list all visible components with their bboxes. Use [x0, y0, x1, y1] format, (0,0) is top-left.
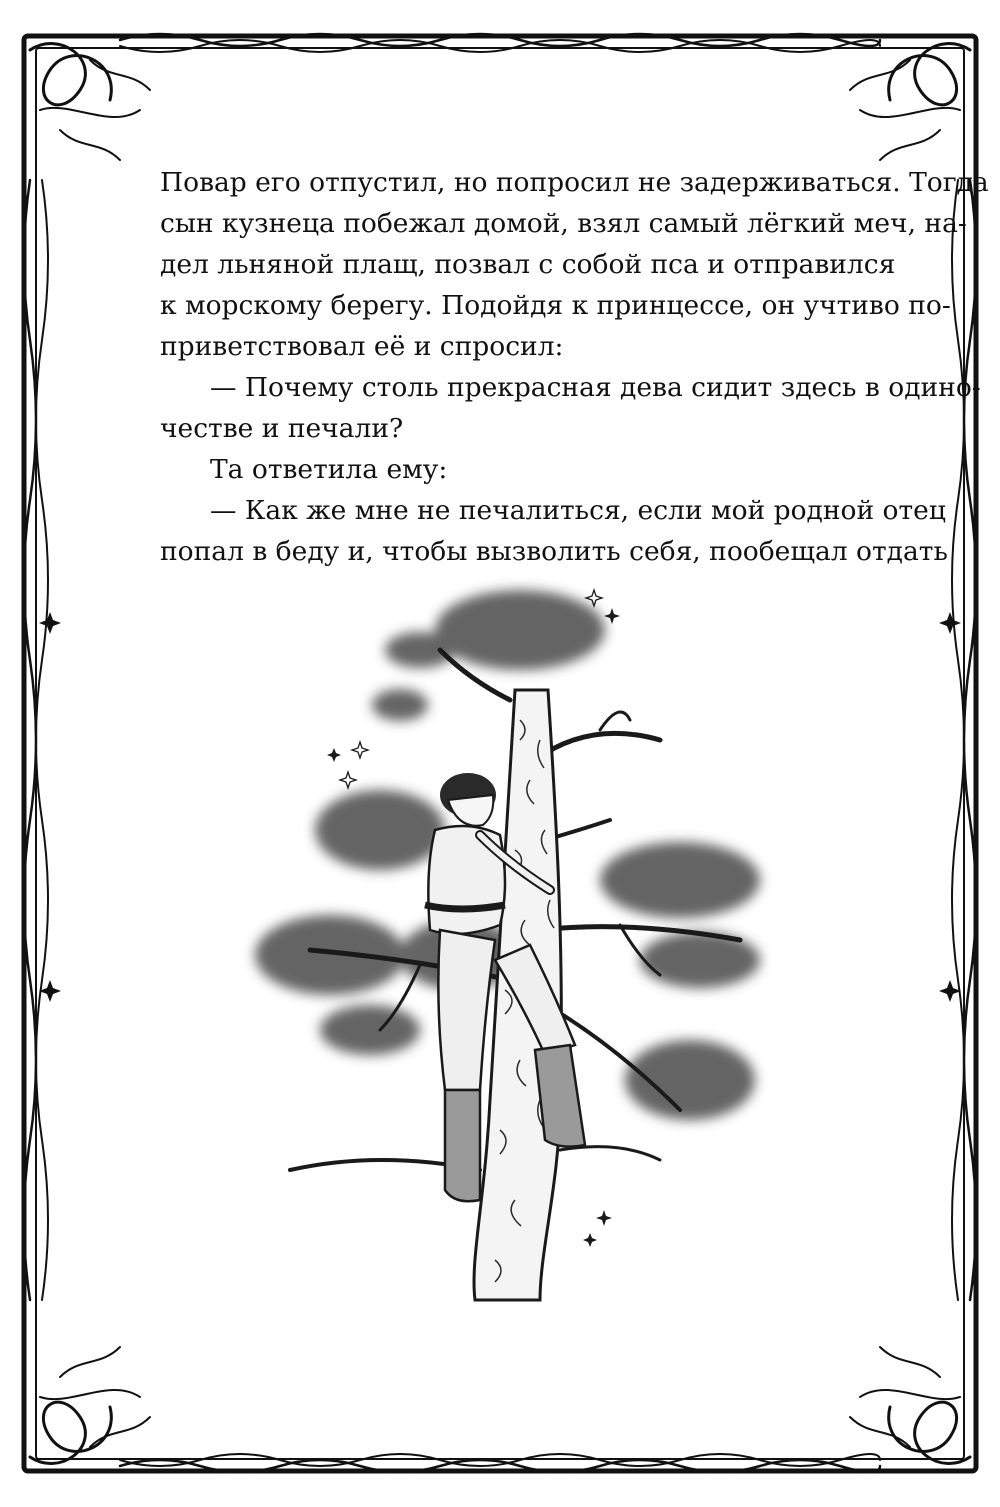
text-line: честве и печали? [160, 413, 404, 444]
text-line: сын кузнеца побежал домой, взял самый лёгкий меч, на- [160, 208, 967, 239]
text-line: — Как же мне не печалиться, если мой родной отец [210, 495, 946, 526]
text-line: Повар его отпустил, но попросил не задерживаться. Тогда [160, 167, 989, 198]
text-line: попал в беду и, чтобы вызволить себя, пообещал отдать [160, 536, 948, 567]
text-line: приветствовал её и спросил: [160, 331, 564, 362]
text-line: к морскому берегу. Подойдя к принцессе, он учтиво по- [160, 290, 951, 321]
text-line: дел льняной плащ, позвал с собой пса и отправился [160, 249, 896, 280]
text-line: — Почему столь прекрасная дева сидит здесь в одино- [210, 372, 981, 403]
text-line: Та ответила ему: [210, 454, 448, 485]
